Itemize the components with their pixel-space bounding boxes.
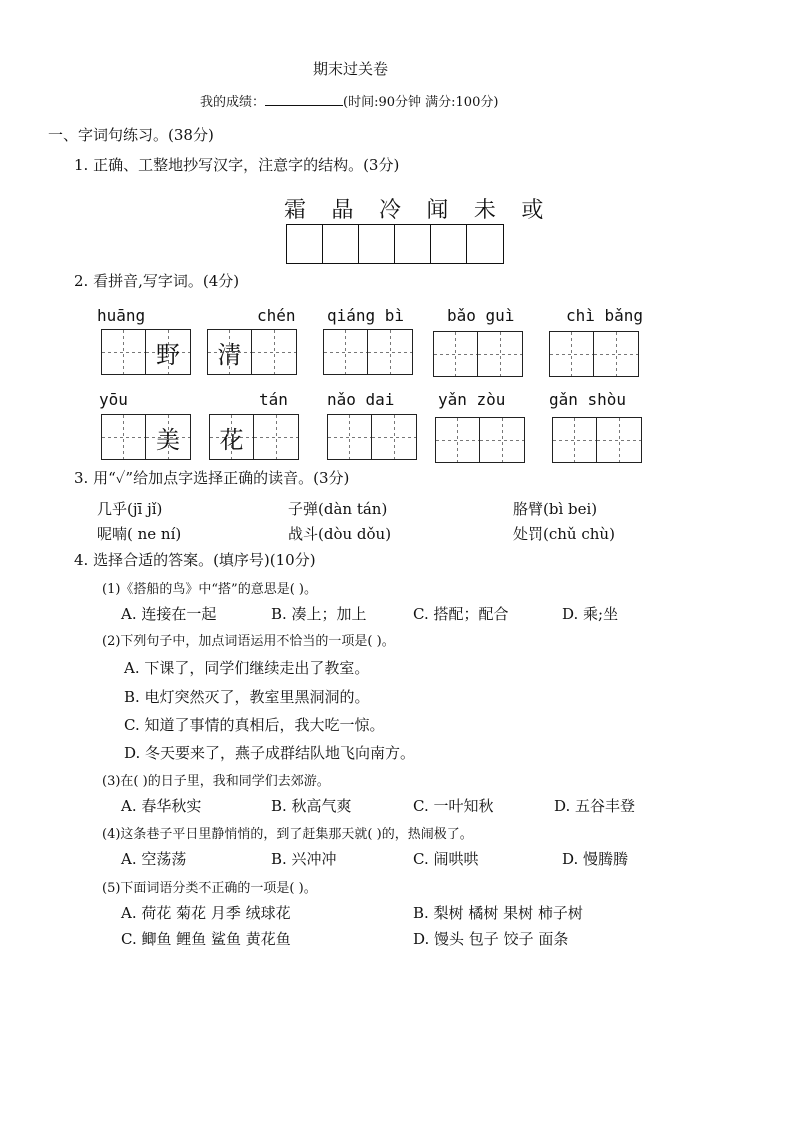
word-grid	[209, 414, 299, 460]
score-blank[interactable]	[265, 93, 343, 106]
option[interactable]: C. 知道了事情的真相后，我大吃一惊。	[124, 716, 385, 734]
option[interactable]: A. 下课了，同学们继续走出了教室。	[124, 659, 370, 677]
q3-item[interactable]: 几乎(jī jǐ)	[97, 500, 163, 518]
option[interactable]: D. 乘;坐	[562, 605, 619, 623]
grid-cell[interactable]	[102, 415, 146, 459]
word-grid	[323, 329, 413, 375]
q4-sub-stem: (4)这条巷子平日里静悄悄的，到了赶集那天就( )的，热闹极了。	[102, 827, 473, 842]
q4-sub-stem: (5)下面词语分类不正确的一项是( )。	[102, 881, 317, 896]
exam-info: (时间:90分钟 满分:100分)	[343, 95, 499, 110]
pinyin-label: yōu	[99, 390, 128, 409]
option[interactable]: D. 慢腾腾	[562, 850, 629, 868]
q3-item[interactable]: 战斗(dòu dǒu)	[288, 525, 392, 543]
option[interactable]: D. 馒头 包子 饺子 面条	[413, 930, 569, 948]
word-grid	[207, 329, 297, 375]
score-label: 我的成绩：	[200, 95, 266, 110]
option[interactable]: C. 闹哄哄	[413, 850, 479, 868]
word-grid	[552, 417, 642, 463]
grid-cell[interactable]	[102, 330, 146, 374]
word-grid	[101, 414, 191, 460]
copy-cell[interactable]	[359, 225, 395, 263]
copy-cell[interactable]	[395, 225, 431, 263]
option[interactable]: A. 春华秋实	[121, 797, 202, 815]
grid-cell[interactable]	[252, 330, 296, 374]
option[interactable]: C. 一叶知秋	[413, 797, 494, 815]
grid-cell[interactable]: 美	[146, 415, 190, 459]
q3-item[interactable]: 子弹(dàn tán)	[288, 500, 388, 518]
q4-sub-stem: (3)在( )的日子里，我和同学们去郊游。	[102, 774, 330, 789]
option[interactable]: B. 电灯突然灭了，教室里黑洞洞的。	[124, 688, 370, 706]
option[interactable]: A. 空荡荡	[121, 850, 187, 868]
grid-cell[interactable]	[436, 418, 480, 462]
option[interactable]: B. 秋高气爽	[271, 797, 352, 815]
q3-item[interactable]: 处罚(chǔ chù)	[513, 525, 615, 543]
option[interactable]: D. 冬天要来了，燕子成群结队地飞向南方。	[124, 744, 416, 762]
pinyin-label: chén	[257, 306, 296, 325]
pinyin-label: nǎo dai	[327, 390, 395, 409]
q1-text: 1. 正确、工整地抄写汉字，注意字的结构。(3分)	[74, 156, 400, 174]
pinyin-label: gǎn shòu	[549, 390, 627, 409]
grid-cell[interactable]: 清	[208, 330, 252, 374]
q1-copy-grid	[286, 224, 504, 264]
option[interactable]: C. 鲫鱼 鲤鱼 鲨鱼 黄花鱼	[121, 930, 291, 948]
grid-cell[interactable]	[324, 330, 368, 374]
page-title: 期末过关卷	[313, 60, 389, 78]
q3-item[interactable]: 呢喃( ne ní)	[97, 525, 182, 543]
grid-cell[interactable]	[254, 415, 298, 459]
grid-cell[interactable]	[597, 418, 641, 462]
copy-cell[interactable]	[467, 225, 503, 263]
grid-cell[interactable]	[550, 332, 594, 376]
q4-sub-stem: (1)《搭船的鸟》中“搭”的意思是( )。	[102, 582, 317, 597]
grid-cell[interactable]	[328, 415, 372, 459]
option[interactable]: D. 五谷丰登	[554, 797, 636, 815]
word-grid	[433, 331, 523, 377]
pinyin-label: tán	[259, 390, 288, 409]
word-grid	[435, 417, 525, 463]
score-line	[200, 91, 498, 110]
grid-cell[interactable]	[480, 418, 524, 462]
grid-cell[interactable]	[372, 415, 416, 459]
grid-cell[interactable]	[434, 332, 478, 376]
q1-chars: 霜 晶 冷 闻 未 或	[284, 198, 553, 223]
grid-cell[interactable]: 花	[210, 415, 254, 459]
q2-text: 2. 看拼音,写字词。(4分)	[74, 272, 240, 290]
pinyin-label: chì bǎng	[566, 306, 644, 325]
grid-cell[interactable]: 野	[146, 330, 190, 374]
copy-cell[interactable]	[323, 225, 359, 263]
word-grid	[549, 331, 639, 377]
option[interactable]: B. 凑上；加上	[271, 605, 367, 623]
pinyin-label: bǎo guì	[447, 306, 515, 325]
q4-text: 4. 选择合适的答案。(填序号)(10分)	[74, 551, 316, 569]
option[interactable]: A. 荷花 菊花 月季 绒球花	[121, 904, 291, 922]
grid-cell[interactable]	[478, 332, 522, 376]
copy-cell[interactable]	[287, 225, 323, 263]
section-heading: 一、字词句练习。(38分)	[48, 126, 214, 144]
grid-cell[interactable]	[553, 418, 597, 462]
option[interactable]: C. 搭配；配合	[413, 605, 509, 623]
q3-item[interactable]: 胳臂(bì bei)	[513, 500, 598, 518]
option[interactable]: A. 连接在一起	[121, 605, 217, 623]
word-grid	[101, 329, 191, 375]
grid-cell[interactable]	[594, 332, 638, 376]
pinyin-label: qiáng bì	[327, 306, 405, 325]
copy-cell[interactable]	[431, 225, 467, 263]
pinyin-label: huāng	[97, 306, 146, 325]
pinyin-label: yǎn zòu	[438, 390, 506, 409]
q4-sub-stem: (2)下列句子中，加点词语运用不恰当的一项是( )。	[102, 634, 395, 649]
option[interactable]: B. 梨树 橘树 果树 柿子树	[413, 904, 583, 922]
option[interactable]: B. 兴冲冲	[271, 850, 337, 868]
word-grid	[327, 414, 417, 460]
q3-text: 3. 用“✓”给加点字选择正确的读音。(3分)	[74, 469, 350, 487]
grid-cell[interactable]	[368, 330, 412, 374]
